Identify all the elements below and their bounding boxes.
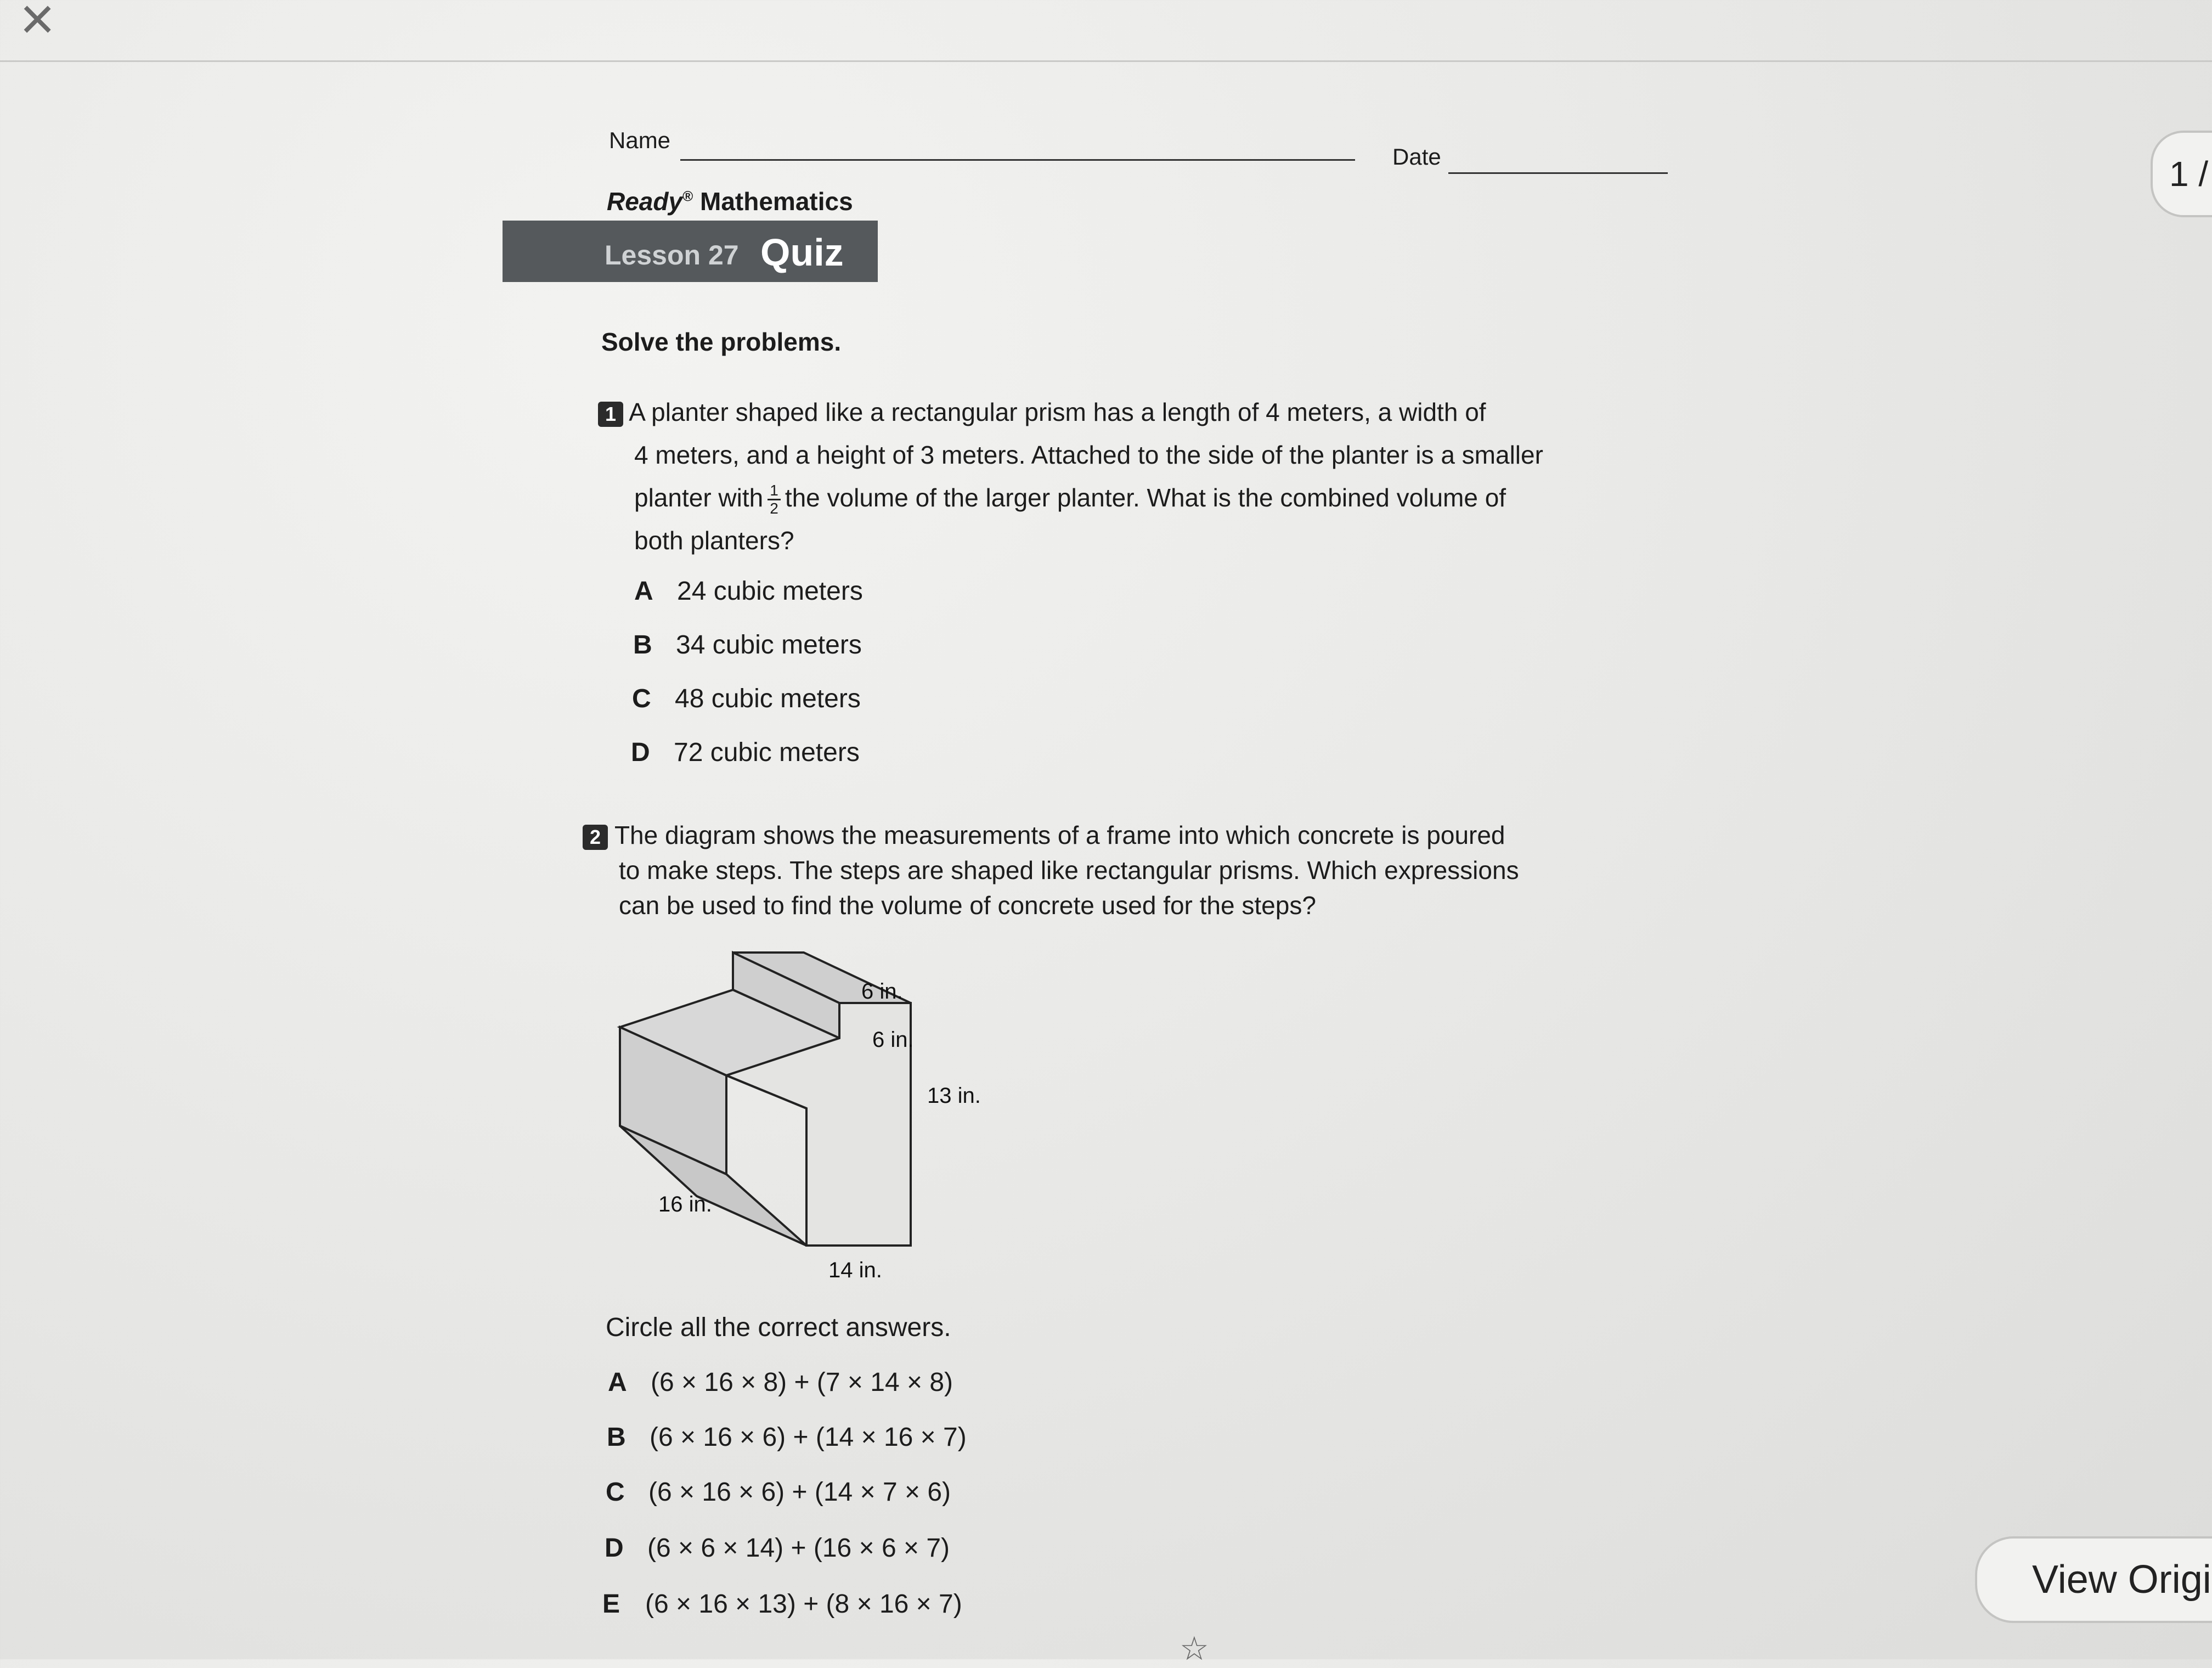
brand-title xyxy=(607,187,853,216)
label-total-height: 13 in. xyxy=(927,1084,981,1108)
instructions: Solve the problems. xyxy=(601,328,842,356)
label-depth: 14 in. xyxy=(828,1258,882,1282)
q1-line3-post: the volume of the larger planter. What is the combined volume of xyxy=(785,483,1506,512)
q1-line3-pre: planter with xyxy=(634,483,764,512)
close-icon[interactable]: × xyxy=(20,0,55,53)
date-label: Date xyxy=(1392,144,1441,170)
q2-line3: can be used to find the volume of concrete used for the steps? xyxy=(619,891,1316,920)
q1-block xyxy=(598,391,1543,562)
q1-line1: A planter shaped like a rectangular prism has a length of 4 meters, a width of xyxy=(629,398,1486,426)
q1-frac-num: 1 xyxy=(768,482,781,500)
q1-line2: 4 meters, and a height of 3 meters. Attached to the side of the planter is a smaller xyxy=(634,441,1543,469)
q2-block xyxy=(583,818,1519,923)
q2-option-b[interactable]: B (6 × 16 × 6) + (14 × 16 × 7) xyxy=(607,1423,967,1452)
q1-frac-den: 2 xyxy=(770,500,778,517)
q1-number: 1 xyxy=(598,402,623,427)
q2-line2: to make steps. The steps are shaped like rectangular prisms. Which expressions xyxy=(619,856,1519,884)
q2-line1: The diagram shows the measurements of a frame into which concrete is poured xyxy=(614,821,1505,849)
label-width: 16 in. xyxy=(658,1192,712,1216)
name-label: Name xyxy=(609,127,671,153)
q1-line4: both planters? xyxy=(634,526,794,555)
q1-option-c[interactable]: C 48 cubic meters xyxy=(632,684,861,713)
q1-line3 xyxy=(598,476,1543,519)
q2-option-a[interactable]: A (6 × 16 × 8) + (7 × 14 × 8) xyxy=(608,1368,953,1397)
brand-reg: ® xyxy=(682,188,693,205)
lesson-label: Lesson 27 xyxy=(605,240,739,271)
label-top-depth: 6 in. xyxy=(861,979,903,1004)
lesson-banner xyxy=(503,221,878,282)
q2-number: 2 xyxy=(583,825,608,850)
brand-rest: Mathematics xyxy=(693,187,853,216)
date-line xyxy=(1448,172,1668,174)
page-counter: 1 / xyxy=(2151,131,2212,217)
label-step-height: 6 in. xyxy=(872,1028,914,1052)
view-original-button[interactable]: View Origi xyxy=(1975,1536,2212,1623)
q2-option-c[interactable]: C (6 × 16 × 6) + (14 × 7 × 6) xyxy=(606,1478,951,1507)
q1-option-a[interactable]: A 24 cubic meters xyxy=(634,577,863,606)
q1-option-b[interactable]: B 34 cubic meters xyxy=(633,630,862,660)
steps-diagram xyxy=(603,944,1097,1284)
viewer-top-bar xyxy=(0,0,2212,62)
brand-italic: Ready xyxy=(607,187,683,216)
q1-fraction xyxy=(768,482,781,517)
q2-option-d[interactable]: D (6 × 6 × 14) + (16 × 6 × 7) xyxy=(605,1534,950,1563)
star-icon[interactable]: ☆ xyxy=(1180,1630,1209,1667)
circle-instruction: Circle all the correct answers. xyxy=(606,1313,951,1342)
q2-option-e[interactable]: E (6 × 16 × 13) + (8 × 16 × 7) xyxy=(602,1590,962,1619)
name-line xyxy=(680,159,1355,161)
q1-option-d[interactable]: D 72 cubic meters xyxy=(631,738,860,767)
quiz-label: Quiz xyxy=(760,231,844,274)
